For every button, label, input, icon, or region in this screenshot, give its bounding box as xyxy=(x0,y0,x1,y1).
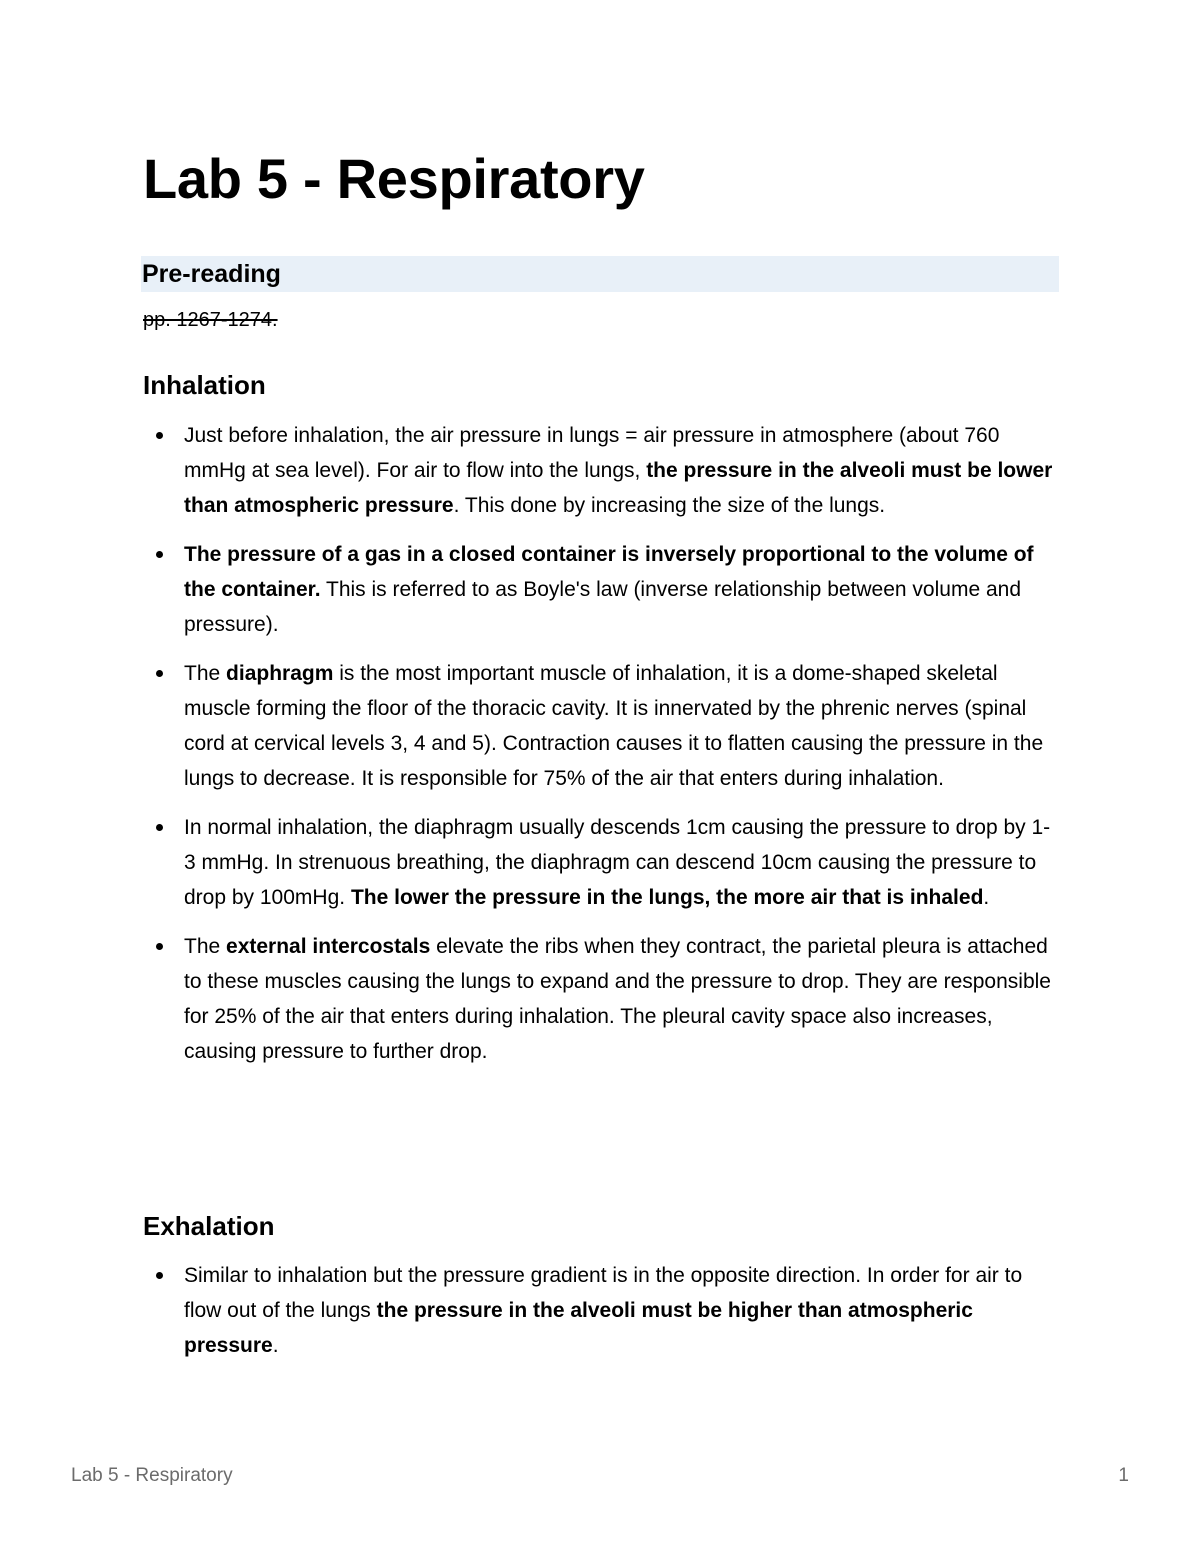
text-run: Similar to inhalation but the pressure gradient is in the opposite direction. In order for air to flow out of the lungs xyxy=(184,1264,1023,1322)
text-run: The xyxy=(184,662,227,685)
bullet-dot-icon xyxy=(156,670,163,677)
bold-text-run: diaphragm xyxy=(226,662,334,685)
bullet-dot-icon xyxy=(156,1272,163,1279)
bullet-item xyxy=(143,656,1059,796)
bold-text-run: external intercostals xyxy=(226,935,431,958)
inhalation-heading: Inhalation xyxy=(143,370,266,400)
pre-reading-pages: pp. 1267-1274. xyxy=(143,309,278,331)
bold-text-run: the pressure in the alveoli must be higher than atmospheric pressure xyxy=(184,1299,973,1357)
bold-text-run: the pressure in the alveoli must be lower than atmospheric pressure xyxy=(184,459,1053,517)
bold-text-run: The lower the pressure in the lungs, the more air that is inhaled xyxy=(350,886,984,909)
text-run: . This done by increasing the size of the lungs. xyxy=(453,494,886,517)
text-run: is the most important muscle of inhalation, it is a dome-shaped skeletal muscle forming the floor of the thoracic cavity. It is innervated by the phrenic nerves (spinal cord at cervical levels 3, 4 and 5). Contraction causes it to flatten causing the pressure in the lungs to decrease. It is responsible for 75% of the air that enters during inhalation. xyxy=(184,662,1044,790)
bullet-item xyxy=(143,810,1059,915)
bullet-dot-icon xyxy=(156,551,163,558)
bullet-dot-icon xyxy=(156,824,163,831)
bullet-item xyxy=(143,1258,1059,1363)
text-run: Just before inhalation, the air pressure in lungs = air pressure in atmosphere (about 760 mmHg at sea level). For air to flow into the lungs, xyxy=(184,424,1000,482)
inhalation-list xyxy=(143,418,1059,1083)
text-run: This is referred to as Boyle's law (inverse relationship between volume and pressure). xyxy=(184,578,1021,636)
bullet-item xyxy=(143,537,1059,642)
footer-page-number: 1 xyxy=(1118,1465,1129,1486)
text-run: . xyxy=(272,1334,279,1357)
footer-document-title: Lab 5 - Respiratory xyxy=(71,1465,233,1486)
document-title: Lab 5 - Respiratory xyxy=(143,147,645,210)
pre-reading-heading: Pre-reading xyxy=(142,260,281,288)
text-run: elevate the ribs when they contract, the parietal pleura is attached to these muscles causing the lungs to expand and the pressure to drop. They are responsible for 25% of the air that enters during inhalation. The pleural cavity space also increases, causing pressure to further drop. xyxy=(184,935,1051,1063)
exhalation-heading: Exhalation xyxy=(143,1211,275,1241)
pre-reading-section-header xyxy=(141,256,1059,292)
bullet-dot-icon xyxy=(156,432,163,439)
exhalation-list xyxy=(143,1258,1059,1377)
bullet-item xyxy=(143,418,1059,523)
bold-text-run: The pressure of a gas in a closed container is inversely proportional to the volume of the container. xyxy=(184,543,1034,601)
bullet-item xyxy=(143,929,1059,1069)
text-run: In normal inhalation, the diaphragm usually descends 1cm causing the pressure to drop by 1-3 mmHg. In strenuous breathing, the diaphragm can descend 10cm causing the pressure to drop by 100mHg. xyxy=(184,816,1051,909)
text-run: . xyxy=(983,886,990,909)
text-run: The xyxy=(184,935,227,958)
bullet-dot-icon xyxy=(156,943,163,950)
